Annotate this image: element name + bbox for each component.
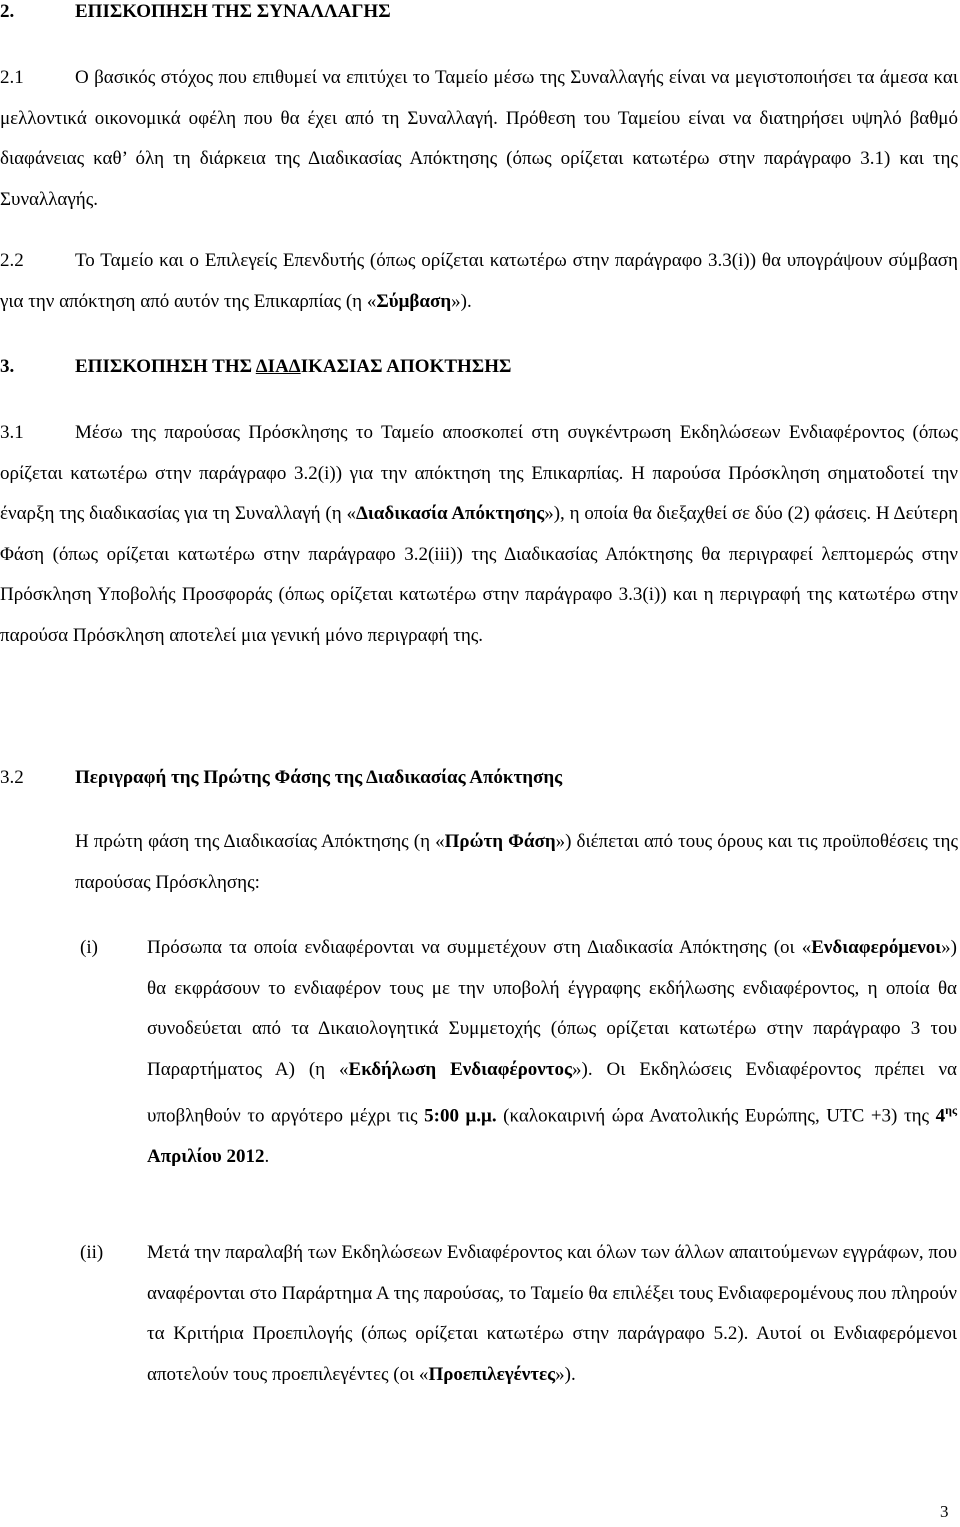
item-text-part: »). Οι Εκδηλώσεις Ενδιαφέροντος πρέπει να υποβληθούν το αργότερο μέχρι τις bbox=[147, 1058, 958, 1127]
section-title-underlined: ΔΙΑΔ bbox=[255, 356, 301, 377]
intro-text: Η πρώτη φάση της Διαδικασίας Απόκτησης (η « bbox=[75, 831, 445, 852]
section-title-part-2: ΙΚΑΣΙΑΣ ΑΠΟΚΤΗΣΗΣ bbox=[300, 356, 512, 377]
paragraph-2-1 bbox=[0, 58, 958, 220]
paragraph-text-end: »). bbox=[451, 290, 472, 312]
defined-term: Διαδικασία Απόκτησης bbox=[355, 503, 545, 524]
item-text-part: Μετά την παραλαβή των Εκδηλώσεων Ενδιαφέροντος και όλων των άλλων απαιτούμενων εγγράφων, που αναφέρονται στο Παράρτημα Α της παρούσας, το Ταμείο θα επιλέξει τους Ενδιαφερομένους που πληρούν τα Κριτήρια Προεπιλογής (όπως ορίζεται κατωτέρω στην παράγραφο 5.2). Αυτοί οι Ενδιαφερόμενοι αποτελούν τους προεπιλεγέντες (οι « bbox=[147, 1242, 957, 1385]
defined-term: Σύμβαση bbox=[376, 290, 452, 312]
deadline-day: 4 bbox=[935, 1105, 946, 1127]
deadline-month-year: Απριλίου 2012 bbox=[147, 1145, 265, 1167]
deadline-time: 5:00 μ.μ. bbox=[424, 1105, 497, 1127]
defined-term: Εκδήλωση Ενδιαφέροντος bbox=[348, 1058, 573, 1080]
subsection-title: Περιγραφή της Πρώτης Φάσης της Διαδικασίας Απόκτησης bbox=[75, 767, 563, 788]
page-number: 3 bbox=[940, 1502, 949, 1521]
paragraph-text-end: »), η οποία θα διεξαχθεί σε δύο (2) φάσεις. Η Δεύτερη Φάση (όπως ορίζεται κατωτέρω στην παράγραφο 3.2(iii)) της Διαδικασίας Απόκτησης θα περιγραφεί λεπτομερώς στην Πρόσκληση Υποβολής Προσφοράς (όπως ορίζεται κατωτέρω στην παράγραφο 3.3(i)) και η περιγραφή της κατωτέρω στην παρούσα Πρόσκληση αποτελεί μια γενική μόνο περιγραφή της. bbox=[0, 503, 959, 646]
section-title-part-1: ΕΠΙΣΚΟΠΗΣΗ ΤΗΣ bbox=[75, 356, 256, 377]
item-i-text bbox=[147, 928, 957, 1177]
item-text-part: »). bbox=[555, 1363, 576, 1385]
defined-term: Προεπιλεγέντες bbox=[428, 1363, 556, 1385]
paragraph-text: Το Ταμείο και ο Επιλεγείς Επενδυτής (όπως ορίζεται κατωτέρω στην παράγραφο 3.3(i)) θα υπογράψουν σύμβαση για την απόκτηση από αυτόν της Επικαρπίας (η « bbox=[0, 250, 958, 312]
paragraph-number: 3.1 bbox=[0, 422, 24, 443]
paragraph-2-2 bbox=[0, 241, 958, 322]
section-number: 3. bbox=[0, 356, 15, 377]
item-i-number: (i) bbox=[80, 937, 98, 958]
section-number: 2. bbox=[0, 1, 15, 22]
paragraph-text: Μέσω της παρούσας Πρόσκλησης το Ταμείο αποσκοπεί στη συγκέντρωση Εκδηλώσεων Ενδιαφέροντος (όπως ορίζεται κατωτέρω στην παράγραφο 3.2(i)) για την απόκτηση της Επικαρπίας. Η παρούσα Πρόσκληση σηματοδοτεί την έναρξη της διαδικασίας για τη Συναλλαγή (η « bbox=[0, 422, 958, 524]
ordinal-suffix: ης bbox=[945, 1103, 958, 1117]
defined-term: Πρώτη Φάση bbox=[444, 831, 556, 852]
item-text-part: . bbox=[264, 1145, 270, 1167]
section-title: ΕΠΙΣΚΟΠΗΣΗ ΤΗΣ ΣΥΝΑΛΛΑΓΗΣ bbox=[75, 1, 391, 22]
first-phase-intro bbox=[75, 822, 958, 903]
paragraph-number: 3.2 bbox=[0, 767, 24, 788]
section-2-heading bbox=[0, 0, 391, 24]
intro-text-end: ») διέπεται από τους όρους και τις προϋποθέσεις της παρούσας Πρόσκλησης: bbox=[75, 831, 958, 893]
subsection-3-2-heading bbox=[0, 766, 562, 790]
item-text-part: Πρόσωπα τα οποία ενδιαφέρονται να συμμετέχουν στη Διαδικασία Απόκτησης (οι « bbox=[147, 937, 812, 958]
defined-term: Ενδιαφερόμενοι bbox=[811, 937, 942, 958]
item-text-part: (καλοκαιρινή ώρα Ανατολικής Ευρώπης, UTC +3) της bbox=[496, 1105, 936, 1127]
item-ii-text bbox=[147, 1233, 957, 1395]
paragraph-number: 2.1 bbox=[0, 67, 24, 88]
section-3-heading bbox=[0, 355, 511, 379]
paragraph-3-1 bbox=[0, 413, 958, 656]
paragraph-number: 2.2 bbox=[0, 250, 24, 271]
item-text-part: ») θα εκφράσουν το ενδιαφέρον τους με την υποβολή έγγραφης εκδήλωσης ενδιαφέροντος, η οποία θα συνοδεύεται από τα Δικαιολογητικά Συμμετοχής (όπως ορίζεται κατωτέρω στην παράγραφο 3 του Παραρτήματος Α) (η « bbox=[147, 937, 957, 1080]
item-ii-number: (ii) bbox=[80, 1242, 104, 1263]
paragraph-text: Ο βασικός στόχος που επιθυμεί να επιτύχει το Ταμείο μέσω της Συναλλαγής είναι να μεγιστοποιήσει τα άμεσα και μελλοντικά οικονομικά οφέλη που θα έχει από τη Συναλλαγή. Πρόθεση του Ταμείου είναι να διατηρήσει υψηλό βαθμό διαφάνειας καθ’ όλη τη διάρκεια της Διαδικασίας Απόκτησης (όπως ορίζεται κατωτέρω στην παράγραφο 3.1) και της Συναλλαγής. bbox=[0, 67, 958, 210]
